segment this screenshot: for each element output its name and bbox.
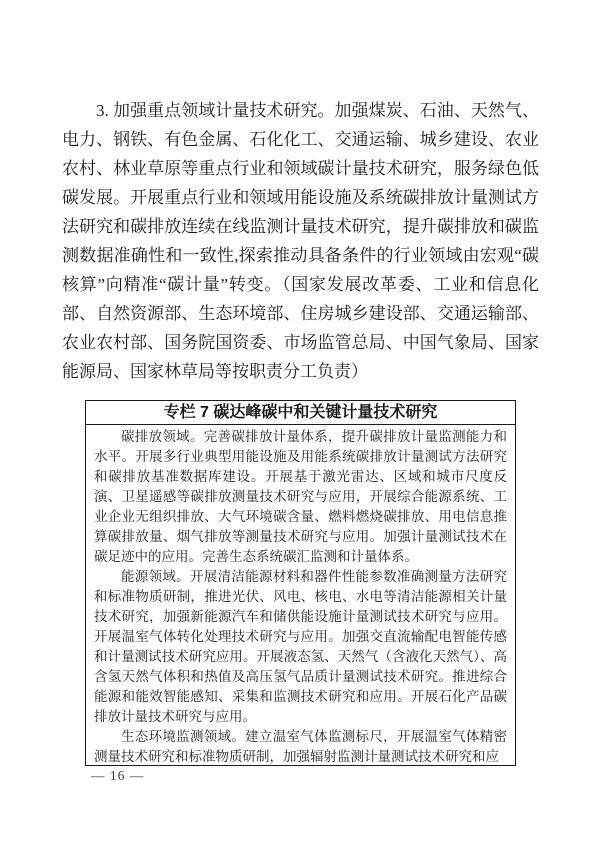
box-paragraph-energy: 能源领域。开展清洁能源材料和器件性能参数准确测量方法研究和标准物质研制，推进光伏、风电、核电、水电等清洁能源相关计量技术研究，加强新能源汽车和储供能设施计量测试技术研究与应用。开展温室气体转化处理技术研究与应用。加强交直流输配电智能传感和计量测试技术研究应用。开展液态氢、天然气（含液化天然气）、高含氢天然气体积和热值及高压氢气品质计量测试技术研究。推进综合能源和能效智能感知、采集和监测技术研究和应用。开展石化产品碳排放计量技术研究与应用。 xyxy=(94,569,507,724)
box-paragraph-carbon-emissions: 碳排放领域。完善碳排放计量体系，提升碳排放计量监测能力和水平。开展多行业典型用能设施及用能系统碳排放计量测试方法研究和碳排放基准数据库建设。开展基于激光雷达、区域和城市尺度反演、卫星遥感等碳排放测量技术研究与应用，开展综合能源系统、工业企业无组织排放、大气环境碳含量、燃料燃烧碳排放、用电信息推算碳排放量、烟气排放等测量技术研究与应用。加强计量测试技术在碳足迹中的应用。完善生态系统碳汇监测和计量体系。 xyxy=(94,429,507,564)
page-number: — 16 — xyxy=(91,768,145,783)
column-box-title: 专栏 7 碳达峰碳中和关键计量技术研究 xyxy=(86,401,515,425)
special-column-box xyxy=(85,400,516,766)
column-box-body xyxy=(86,425,515,766)
body-paragraph: 3. 加强重点领域计量技术研究。加强煤炭、石油、天然气、电力、钢铁、有色金属、石化化工、交通运输、城乡建设、农业农村、林业草原等重点行业和领域碳计量技术研究，服务绿色低碳发展。开展重点行业和领域用能设施及系统碳排放计量测试方法研究和碳排放连续在线监测计量技术研究，提升碳排放和碳监测数据准确性和一致性,探索推动具备条件的行业领域由宏观“碳核算”向精准“碳计量”转变。（国家发展改革委、工业和信息化部、自然资源部、生态环境部、住房城乡建设部、交通运输部、农业农村部、国务院国资委、市场监管总局、中国气象局、国家能源局、国家林草局等按职责分工负责） xyxy=(62,101,539,381)
box-paragraph-eco-environment-monitoring: 生态环境监测领域。建立温室气体监测标尺，开展温室气体精密测量技术研究和标准物质研制，加强辐射监测计量测试技术研究和应 xyxy=(94,729,507,764)
